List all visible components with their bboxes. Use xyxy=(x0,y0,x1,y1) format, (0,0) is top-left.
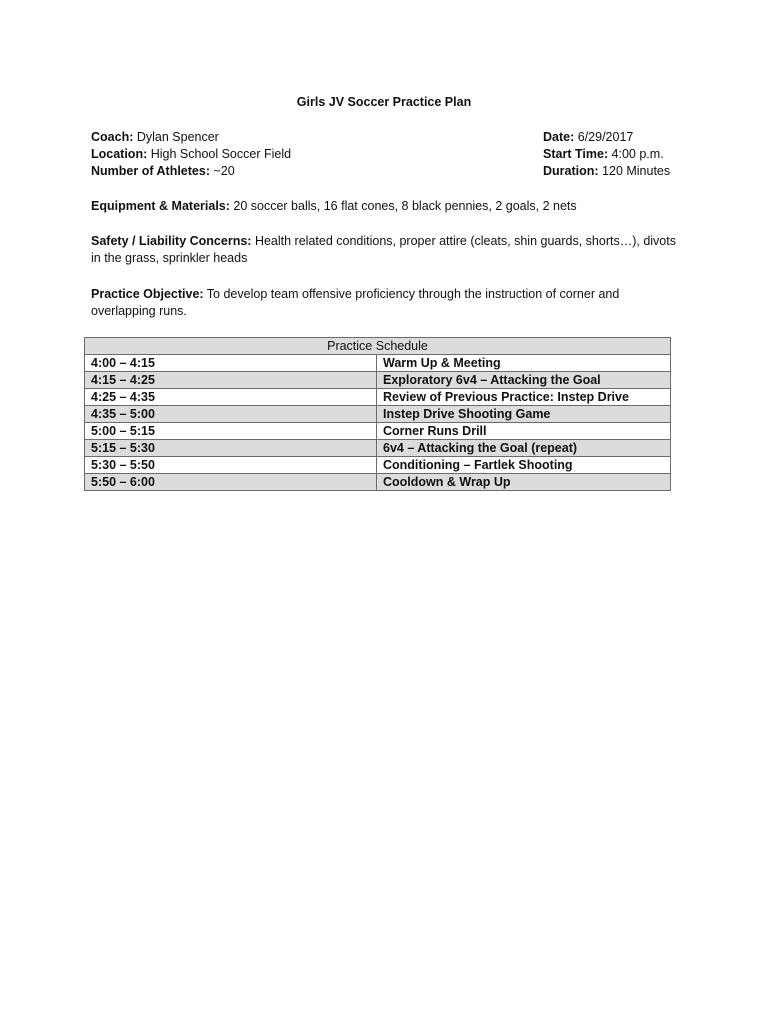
time-cell: 4:00 – 4:15 xyxy=(85,355,377,372)
table-row xyxy=(85,389,671,406)
coach-field xyxy=(91,129,219,146)
table-row xyxy=(85,372,671,389)
objective-label: Practice Objective: xyxy=(91,287,204,301)
activity-cell: 6v4 – Attacking the Goal (repeat) xyxy=(377,440,671,457)
time-cell: 5:15 – 5:30 xyxy=(85,440,377,457)
time-cell: 4:15 – 4:25 xyxy=(85,372,377,389)
location-value: High School Soccer Field xyxy=(147,147,292,161)
activity-cell: Review of Previous Practice: Instep Drive xyxy=(377,389,671,406)
table-row xyxy=(85,406,671,423)
meta-row-2 xyxy=(91,146,671,163)
activity-cell: Instep Drive Shooting Game xyxy=(377,406,671,423)
equipment-paragraph xyxy=(91,198,681,215)
date-value: 6/29/2017 xyxy=(574,130,634,144)
equipment-value: 20 soccer balls, 16 flat cones, 8 black pennies, 2 goals, 2 nets xyxy=(229,199,577,213)
duration-field xyxy=(543,163,670,180)
table-row xyxy=(85,440,671,457)
meta-row-1 xyxy=(91,129,671,146)
location-label: Location: xyxy=(91,147,148,161)
athletes-field xyxy=(91,163,235,180)
table-row xyxy=(85,474,671,491)
time-cell: 5:30 – 5:50 xyxy=(85,457,377,474)
duration-label: Duration: xyxy=(543,164,599,178)
duration-value: 120 Minutes xyxy=(598,164,671,178)
schedule-header-row xyxy=(85,338,671,355)
time-cell: 4:25 – 4:35 xyxy=(85,389,377,406)
safety-label: Safety / Liability Concerns: xyxy=(91,234,252,248)
document-title: Girls JV Soccer Practice Plan xyxy=(296,95,472,109)
table-row xyxy=(85,355,671,372)
coach-label: Coach: xyxy=(91,130,134,144)
table-row xyxy=(85,457,671,474)
safety-value: Health related conditions, proper attire (cleats, shin guards, shorts…), divots in the grass, sprinkler heads xyxy=(91,234,676,265)
time-cell: 4:35 – 5:00 xyxy=(85,406,377,423)
equipment-label: Equipment & Materials: xyxy=(91,199,230,213)
objective-paragraph xyxy=(91,286,681,320)
athletes-value: ~20 xyxy=(210,164,235,178)
activity-cell: Corner Runs Drill xyxy=(377,423,671,440)
activity-cell: Warm Up & Meeting xyxy=(377,355,671,372)
start-time-field xyxy=(543,146,664,163)
date-field xyxy=(543,129,633,146)
table-row xyxy=(85,423,671,440)
coach-value: Dylan Spencer xyxy=(133,130,219,144)
activity-cell: Exploratory 6v4 – Attacking the Goal xyxy=(377,372,671,389)
time-cell: 5:50 – 6:00 xyxy=(85,474,377,491)
practice-meta xyxy=(91,129,671,180)
date-label: Date: xyxy=(543,130,575,144)
objective-value: To develop team offensive proficiency through the instruction of corner and overlapping runs. xyxy=(91,287,620,318)
time-cell: 5:00 – 5:15 xyxy=(85,423,377,440)
practice-schedule-table xyxy=(84,337,671,491)
safety-paragraph xyxy=(91,233,681,267)
schedule-header: Practice Schedule xyxy=(85,338,671,355)
location-field xyxy=(91,146,291,163)
activity-cell: Cooldown & Wrap Up xyxy=(377,474,671,491)
start-time-label: Start Time: xyxy=(543,147,609,161)
activity-cell: Conditioning – Fartlek Shooting xyxy=(377,457,671,474)
meta-row-3 xyxy=(91,163,671,180)
athletes-label: Number of Athletes: xyxy=(91,164,210,178)
start-time-value: 4:00 p.m. xyxy=(608,147,664,161)
